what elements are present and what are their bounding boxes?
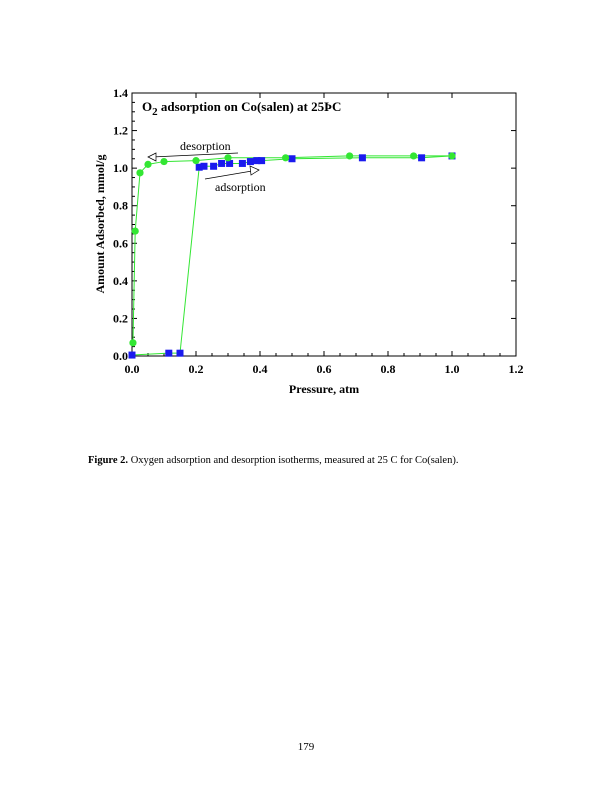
desorption-label: desorption: [180, 139, 231, 153]
adsorption-point: [177, 350, 184, 357]
y-tick-label: 1.2: [113, 123, 128, 138]
plot-frame: [132, 93, 516, 356]
adsorption-point: [218, 160, 225, 167]
desorption-point: [346, 152, 353, 159]
x-tick-label: 1.0: [444, 362, 460, 376]
y-tick-label: 0.2: [113, 311, 128, 326]
y-axis-label: Amount Adsorbed, mmol/g: [93, 154, 107, 294]
adsorption-point: [247, 158, 254, 165]
x-tick-label: 0.6: [316, 362, 332, 376]
x-tick-label: 1.2: [508, 362, 524, 376]
desorption-point: [192, 157, 199, 164]
adsorption-label: adsorption: [215, 180, 266, 194]
adsorption-point: [201, 163, 208, 170]
desorption-point: [160, 158, 167, 165]
x-tick-label: 0.4: [252, 362, 268, 376]
y-tick-label: 1.0: [113, 161, 128, 176]
adsorption-point: [289, 155, 296, 162]
desorption-point: [132, 227, 139, 234]
desorption-point: [410, 152, 417, 159]
x-tick-label: 0.8: [380, 362, 396, 376]
y-tick-label: 0.6: [113, 236, 128, 251]
desorption-point: [448, 152, 455, 159]
adsorption-line: [132, 156, 452, 355]
y-tick-label: 1.4: [113, 86, 128, 100]
caption-text: Oxygen adsorption and desorption isotherms, measured at 25 C for Co(salen).: [128, 455, 459, 466]
adsorption-point: [210, 163, 217, 170]
desorption-point: [224, 154, 231, 161]
desorption-point: [282, 154, 289, 161]
x-axis-label: Pressure, atm: [288, 382, 360, 396]
x-tick-label: 0.0: [124, 362, 140, 376]
adsorption-point: [165, 350, 172, 357]
desorption-point: [129, 339, 136, 346]
y-tick-label: 0.0: [113, 349, 128, 363]
x-tick-label: 0.2: [188, 362, 204, 376]
adsorption-point: [258, 157, 265, 164]
page-number: 179: [297, 741, 315, 753]
desorption-point: [144, 161, 151, 168]
adsorption-point: [129, 352, 136, 359]
figure-caption: [88, 454, 508, 467]
desorption-line: [133, 156, 452, 343]
chart-title: $O_2$ adsorption on Co(salen) at 25ÞC: [142, 99, 342, 118]
y-tick-label: 0.4: [113, 273, 128, 288]
adsorption-point: [239, 160, 246, 167]
adsorption-point: [359, 154, 366, 161]
desorption-point: [136, 169, 143, 176]
y-tick-label: 0.8: [113, 198, 128, 213]
caption-label: Figure 2.: [88, 455, 129, 466]
adsorption-point: [418, 154, 425, 161]
